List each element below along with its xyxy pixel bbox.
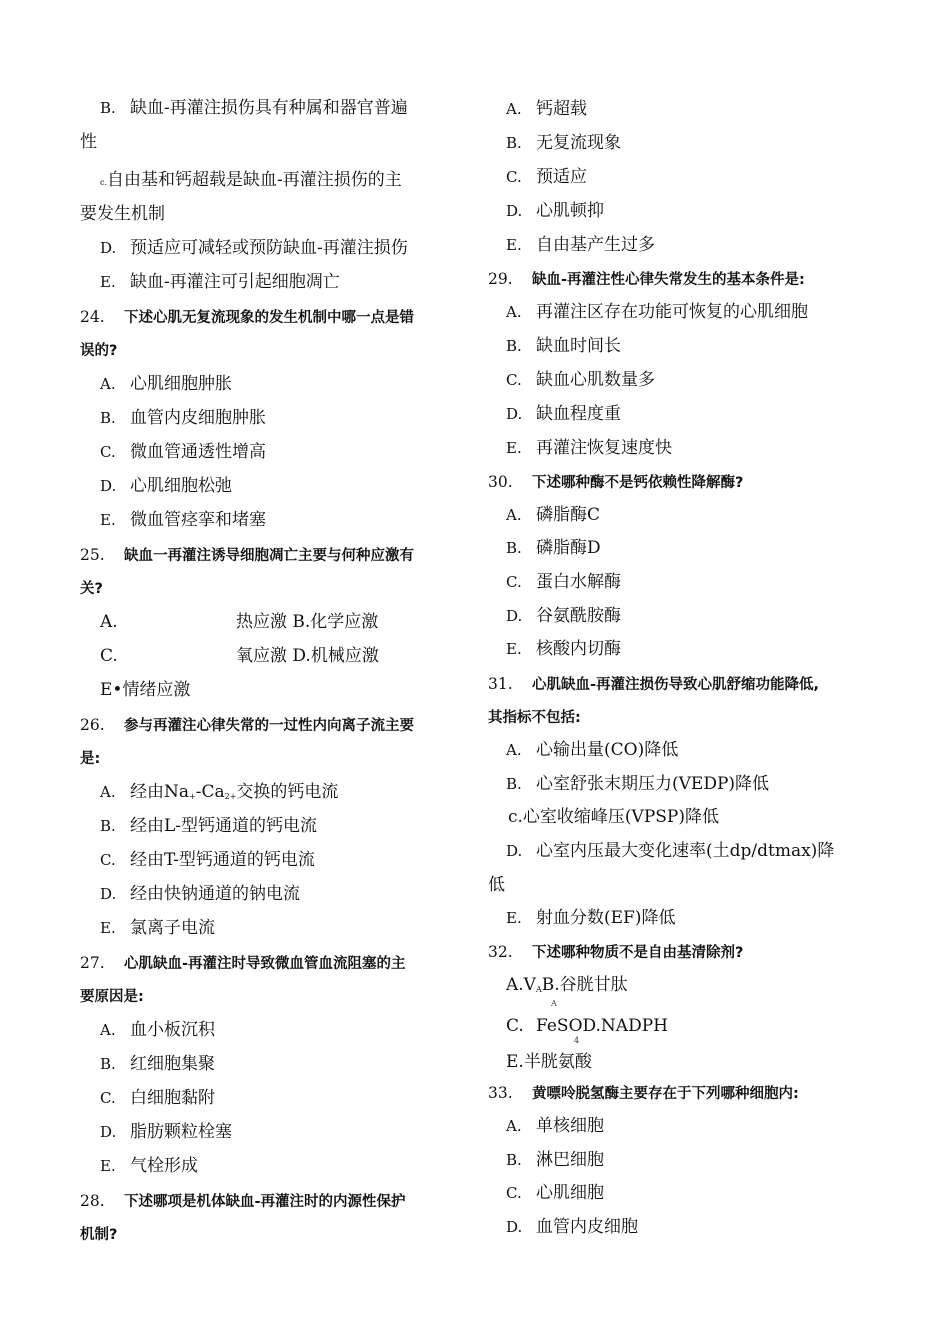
- q25-stem-line2: 关?: [80, 581, 103, 597]
- q30-option-d: D. 谷氨酰胺酶: [506, 606, 621, 626]
- q26-option-d: D. 经由快钠通道的钠电流: [100, 884, 300, 904]
- q25-options-ab: 热应激 B.化学应激: [236, 612, 379, 632]
- q31-stem-line2: 其指标不包括:: [488, 710, 581, 726]
- q29-option-b: B. 缺血时间长: [506, 336, 621, 356]
- q30-option-b: B. 磷脂酶D: [506, 538, 601, 558]
- q31-option-d-line2: 低: [488, 875, 505, 895]
- q32-options-cd: FeSOD.NADPH: [536, 1016, 668, 1036]
- q31-option-e: E. 射血分数(EF)降低: [506, 908, 676, 928]
- q27-option-a: A. 血小板沉积: [100, 1020, 215, 1040]
- q26-option-a: A. 经由$Na_+-Ca_{2+}$交换的钙电流: [100, 782, 339, 802]
- q23-option-e: E. 缺血-再灌注可引起细胞凋亡: [100, 272, 340, 292]
- q30-option-c: C. 蛋白水解酶: [506, 572, 621, 592]
- q25-stem-line1: 25. 缺血一再灌注诱导细胞凋亡主要与何种应激有: [80, 546, 414, 564]
- q26-stem-line2: 是:: [80, 751, 101, 767]
- q32-footnote-mark-a: A: [551, 999, 557, 1008]
- q25-options-cd: 氧应激 D.机械应激: [236, 646, 379, 666]
- q29-option-c: C. 缺血心肌数量多: [506, 370, 655, 390]
- q25-option-c-label: C.: [100, 646, 118, 666]
- q28-option-b: B. 无复流现象: [506, 133, 621, 153]
- q24-stem-line1: 24. 下述心肌无复流现象的发生机制中哪一点是错: [80, 308, 414, 326]
- q32-stem: 32. 下述哪种物质不是自由基清除剂?: [488, 943, 744, 961]
- q23-option-b-line2: 性: [80, 132, 97, 152]
- q31-option-a: A. 心输出量(CO)降低: [506, 740, 679, 760]
- q29-stem: 29. 缺血-再灌注性心律失常发生的基本条件是:: [488, 270, 805, 288]
- q33-stem: 33. 黄嘌呤脱氢酶主要存在于下列哪种细胞内:: [488, 1084, 799, 1102]
- q23-option-d: D. 预适应可减轻或预防缺血-再灌注损伤: [100, 238, 408, 258]
- q28-stem-line2: 机制?: [80, 1227, 118, 1243]
- q24-option-d: D. 心肌细胞松弛: [100, 476, 232, 496]
- q29-option-a: A. 再灌注区存在功能可恢复的心肌细胞: [506, 302, 808, 322]
- q27-option-c: C. 白细胞黏附: [100, 1088, 215, 1108]
- q28-option-a: A. 钙超载: [506, 99, 587, 119]
- q26-option-e: E. 氯离子电流: [100, 918, 215, 938]
- q23-option-c-line2: 要发生机制: [80, 204, 165, 224]
- q30-stem: 30. 下述哪种酶不是钙依赖性降解酶?: [488, 473, 744, 491]
- q27-option-d: D. 脂肪颗粒栓塞: [100, 1122, 232, 1142]
- q29-option-e: E. 再灌注恢复速度快: [506, 438, 672, 458]
- q24-stem-line2: 误的?: [80, 343, 118, 359]
- q28-option-e: E. 自由基产生过多: [506, 235, 655, 255]
- q26-option-b: B. 经由L-型钙通道的钙电流: [100, 816, 318, 836]
- q27-stem-line2: 要原因是:: [80, 989, 144, 1005]
- q26-option-c: C. 经由T-型钙通道的钙电流: [100, 850, 315, 870]
- q31-stem-line1: 31. 心肌缺血-再灌注损伤导致心肌舒缩功能降低,: [488, 675, 820, 693]
- q24-option-c: C. 微血管通透性增高: [100, 442, 266, 462]
- q23-option-b-line1: B. 缺血-再灌注损伤具有种属和器官普遍: [100, 98, 408, 118]
- q28-stem-line1: 28. 下述哪项是机体缺血-再灌注时的内源性保护: [80, 1192, 406, 1210]
- q31-option-d-line1: D. 心室内压最大变化速率(土dp/dtmax)降: [506, 841, 835, 861]
- q33-option-b: B. 淋巴细胞: [506, 1150, 604, 1170]
- q33-option-d: D. 血管内皮细胞: [506, 1217, 638, 1237]
- q32-option-c-label: C.: [506, 1016, 524, 1036]
- q26-stem-line1: 26. 参与再灌注心律失常的一过性内向离子流主要: [80, 716, 414, 734]
- q32-options-ab: $A.V_AB$.谷胱甘肽: [506, 975, 628, 995]
- q27-stem-line1: 27. 心肌缺血-再灌注时导致微血管血流阻塞的主: [80, 954, 406, 972]
- q31-option-c: c.心室收缩峰压(VPSP)降低: [508, 807, 719, 827]
- q30-option-a: A. 磷脂酶C: [506, 505, 601, 525]
- q33-option-a: A. 单核细胞: [506, 1116, 604, 1136]
- q27-option-e: E. 气栓形成: [100, 1156, 198, 1176]
- q25-option-a-label: A.: [100, 612, 118, 632]
- q31-option-b: B. 心室舒张末期压力(VEDP)降低: [506, 774, 770, 794]
- q30-option-e: E. 核酸内切酶: [506, 639, 621, 659]
- q24-option-e: E. 微血管痉挛和堵塞: [100, 510, 266, 530]
- q32-option-e: E.半胱氨酸: [506, 1052, 592, 1072]
- q25-option-e: E•情绪应激: [100, 680, 191, 700]
- q33-option-c: C. 心肌细胞: [506, 1183, 604, 1203]
- q23-option-c-line1: c.自由基和钙超载是缺血-再灌注损伤的主: [100, 170, 402, 190]
- q27-option-b: B. 红细胞集聚: [100, 1054, 215, 1074]
- q32-footnote-mark-4: 4: [574, 1036, 580, 1045]
- q24-option-b: B. 血管内皮细胞肿胀: [100, 408, 266, 428]
- q24-option-a: A. 心肌细胞肿胀: [100, 374, 232, 394]
- q28-option-d: D. 心肌顿抑: [506, 201, 604, 221]
- q29-option-d: D. 缺血程度重: [506, 404, 621, 424]
- q28-option-c: C. 预适应: [506, 167, 587, 187]
